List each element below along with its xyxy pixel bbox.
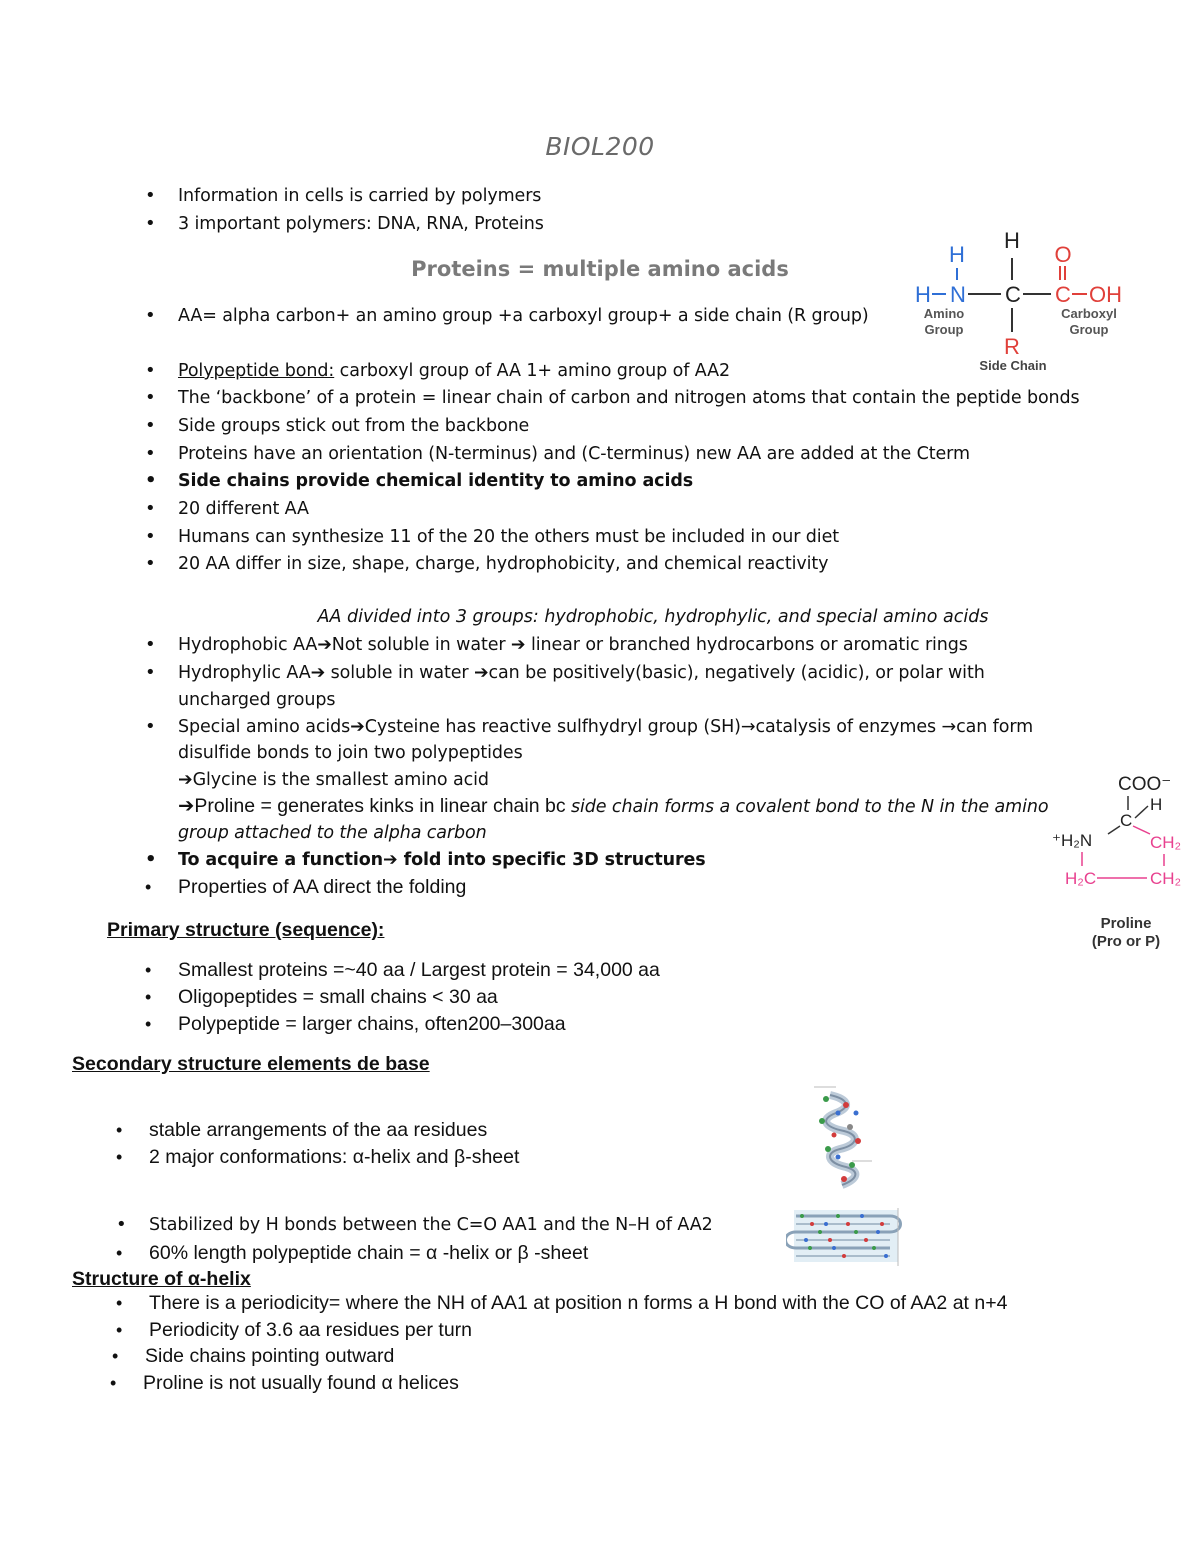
list-item: • To acquire a function➔ fold into specific 3D structures bbox=[178, 850, 706, 870]
list-item: • Hydrophylic AA➔ soluble in water ➔can be positively(basic), negatively (acidic), or polar with bbox=[178, 663, 985, 683]
list-item: • Polypeptide = larger chains, often200–300aa bbox=[178, 1014, 566, 1034]
glycine-note: ➔Glycine is the smallest amino acid bbox=[178, 770, 489, 790]
r-group-atom: R bbox=[1004, 334, 1020, 359]
proline-c-text: C bbox=[1120, 811, 1133, 830]
list-item: • 2 major conformations: α-helix and β-sheet bbox=[149, 1147, 519, 1167]
list-item bbox=[178, 361, 730, 381]
list-item: • Side chains provide chemical identity to amino acids bbox=[178, 471, 693, 491]
section-subtitle: Proteins = multiple amino acids bbox=[411, 257, 789, 281]
carboxyl-carbon-atom: C bbox=[1055, 282, 1071, 307]
list-item: • The ‘backbone’ of a protein = linear chain of carbon and nitrogen atoms that contain the peptide bonds bbox=[178, 388, 1080, 408]
list-item: • Smallest proteins =~40 aa / Largest protein = 34,000 aa bbox=[178, 960, 660, 980]
alpha-helix-illustration bbox=[808, 1083, 878, 1198]
proline-note-normal: ➔Proline = generates kinks in linear chain bc bbox=[178, 795, 572, 817]
list-item: • 20 AA differ in size, shape, charge, hydrophobicity, and chemical reactivity bbox=[178, 554, 828, 574]
alpha-carbon-atom: C bbox=[1005, 282, 1021, 307]
alpha-h-atom: H bbox=[1004, 228, 1020, 253]
proline-abbr-label: (Pro or P) bbox=[1091, 933, 1161, 950]
list-item: • 60% length polypeptide chain = α -helix or β -sheet bbox=[149, 1243, 588, 1263]
proline-name-label: Proline bbox=[1100, 915, 1152, 932]
proline-ch2-top-text: CH₂ bbox=[1150, 833, 1182, 852]
list-item: • Proteins have an orientation (N-terminus) and (C-terminus) new AA are added at the Cterm bbox=[178, 444, 970, 464]
list-item: • 3 important polymers: DNA, RNA, Proteins bbox=[178, 214, 544, 234]
page-title: BIOL200 bbox=[545, 132, 655, 161]
carboxyl-group-label-1: Carboxyl bbox=[1061, 306, 1117, 321]
primary-structure-heading: Primary structure (sequence): bbox=[107, 919, 385, 941]
nitrogen-atom: N bbox=[950, 282, 966, 307]
proline-h2c-text: H₂C bbox=[1065, 869, 1097, 888]
amino-h2-atom: H bbox=[915, 282, 931, 307]
list-item: • Proline is not usually found α helices bbox=[143, 1373, 459, 1393]
proline-nh2-text: ⁺H₂N bbox=[1052, 831, 1093, 850]
amino-h-atom: H bbox=[949, 242, 965, 267]
alpha-helix-heading: Structure of α-helix bbox=[72, 1268, 251, 1290]
list-item: • Hydrophobic AA➔Not soluble in water ➔ linear or branched hydrocarbons or aromatic rings bbox=[178, 635, 968, 655]
proline-ch2-bottom-text: CH₂ bbox=[1150, 869, 1182, 888]
hydroxyl-group: OH bbox=[1089, 282, 1122, 307]
side-chain-label: Side Chain bbox=[979, 358, 1047, 373]
list-item: • AA= alpha carbon+ an amino group +a carboxyl group+ a side chain (R group) bbox=[178, 306, 869, 326]
amino-group-label-2: Group bbox=[924, 322, 964, 337]
list-item: • Periodicity of 3.6 aa residues per turn bbox=[149, 1320, 472, 1340]
list-item: • Oligopeptides = small chains < 30 aa bbox=[178, 987, 498, 1007]
list-item: • Stabilized by H bonds between the C=O AA1 and the N–H of AA2 bbox=[149, 1215, 713, 1235]
amino-acid-structure-figure bbox=[905, 228, 1135, 378]
proline-note-continuation: group attached to the alpha carbon bbox=[178, 823, 487, 843]
secondary-structure-heading: Secondary structure elements de base bbox=[72, 1053, 430, 1075]
list-item-continuation: uncharged groups bbox=[178, 690, 336, 710]
beta-sheet-illustration bbox=[786, 1204, 906, 1270]
list-item: • Information in cells is carried by polymers bbox=[178, 186, 541, 206]
list-item: • Special amino acids➔Cysteine has reactive sulfhydryl group (SH)→catalysis of enzymes →can form bbox=[178, 717, 1033, 737]
list-item: • Properties of AA direct the folding bbox=[178, 877, 466, 897]
list-item: • Side groups stick out from the backbone bbox=[178, 416, 529, 436]
proline-note-italic: side chain forms a covalent bond to the N in the amino bbox=[571, 797, 1049, 817]
list-item: • stable arrangements of the aa residues bbox=[149, 1120, 487, 1140]
proline-coo-text: COO⁻ bbox=[1118, 774, 1172, 795]
amino-group-label-1: Amino bbox=[923, 306, 965, 321]
list-item: • There is a periodicity= where the NH of AA1 at position n forms a H bond with the CO of AA2 at n+4 bbox=[149, 1293, 1007, 1313]
proline-structure-figure bbox=[1040, 766, 1195, 956]
peptide-bond-text: carboxyl group of AA 1+ amino group of AA2 bbox=[334, 361, 730, 381]
proline-note bbox=[178, 796, 1049, 817]
list-item: • Humans can synthesize 11 of the 20 the others must be included in our diet bbox=[178, 527, 839, 547]
list-item-continuation: disulfide bonds to join two polypeptides bbox=[178, 743, 523, 763]
oxygen-atom: O bbox=[1054, 242, 1072, 267]
proline-h-text: H bbox=[1150, 795, 1163, 814]
carboxyl-group-label-2: Group bbox=[1069, 322, 1109, 337]
groups-heading: AA divided into 3 groups: hydrophobic, hydrophylic, and special amino acids bbox=[317, 607, 989, 627]
peptide-bond-label: Polypeptide bond: bbox=[178, 361, 335, 381]
list-item: • 20 different AA bbox=[178, 499, 309, 519]
list-item: • Side chains pointing outward bbox=[145, 1346, 394, 1366]
